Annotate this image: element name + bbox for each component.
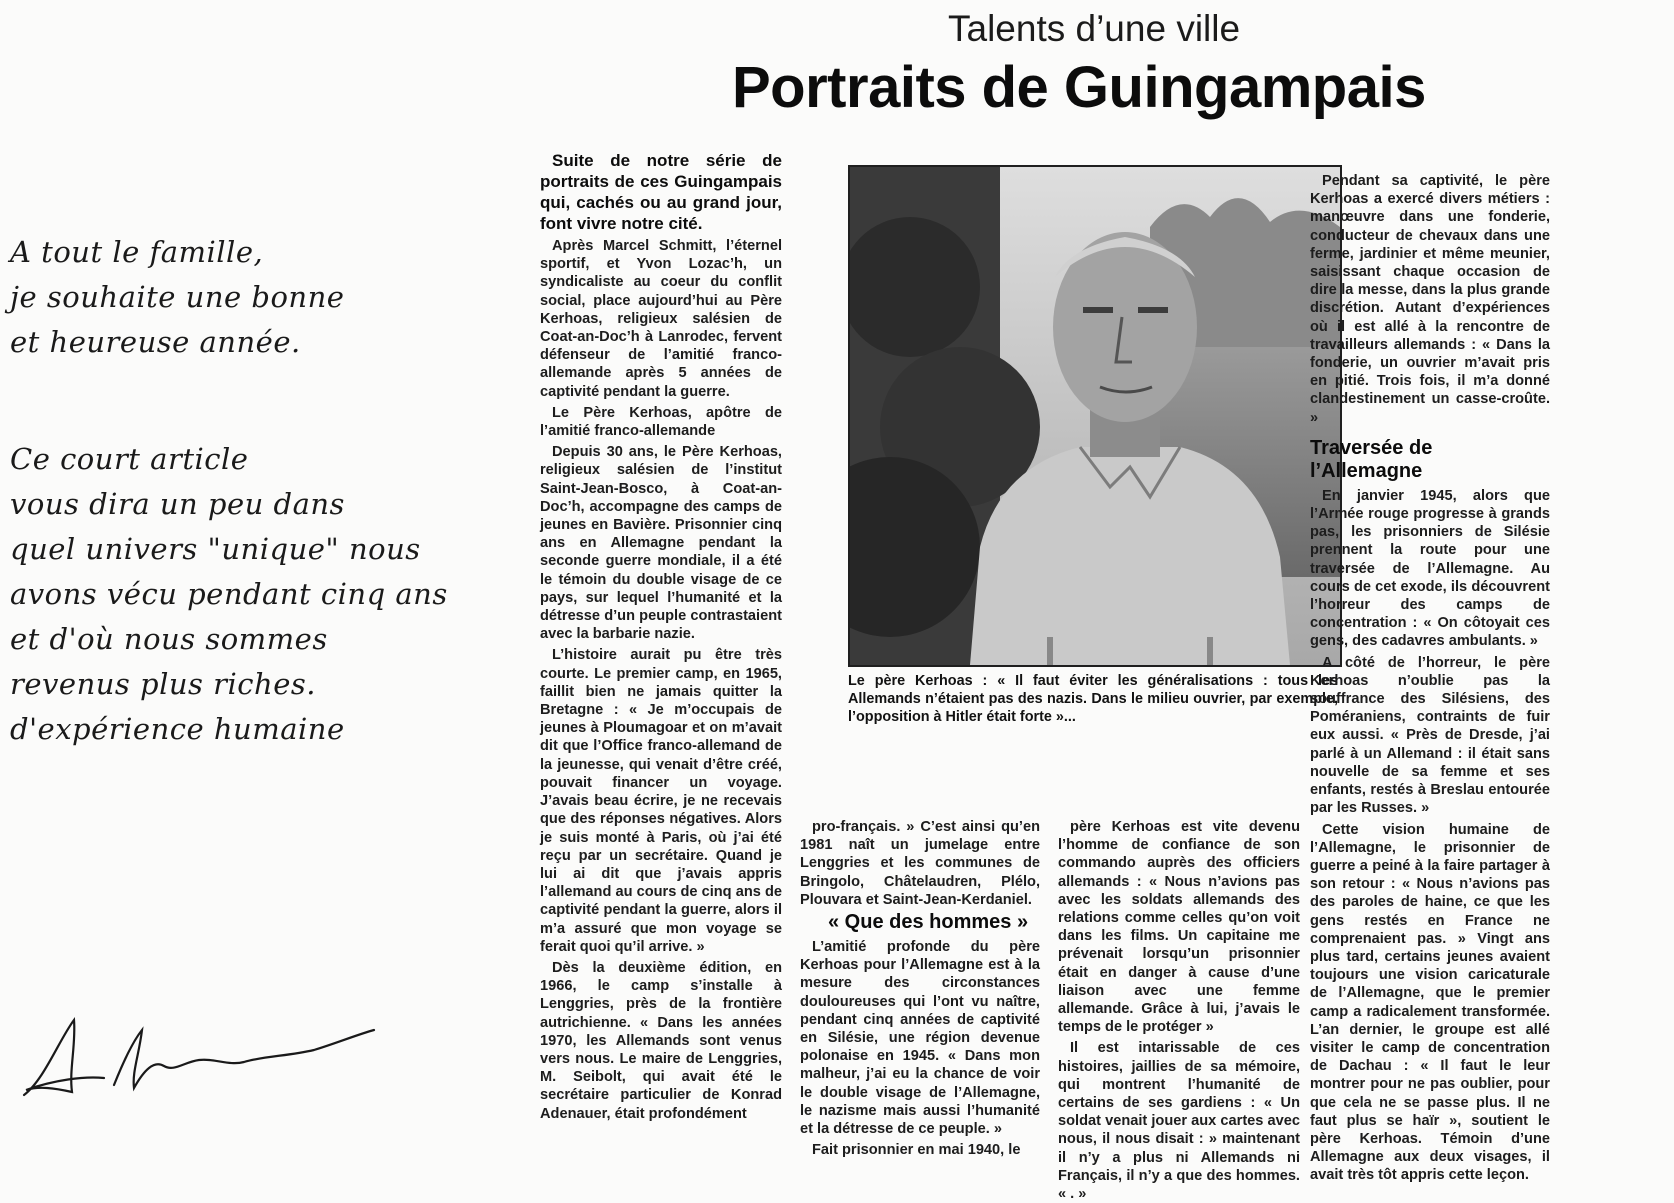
photo-caption-text: Le père Kerhoas : « Il faut éviter les généralisations : tous les Allemands n’étaient pas des nazis. Dans le milieu ouvrier, par exemple, l’opposition à Hitler était forte »... — [848, 673, 1338, 725]
article-headline: Portraits de Guingampais — [732, 55, 1426, 120]
handwritten-note — [10, 230, 530, 752]
paragraph: A côté de l’horreur, le père Kerhoas n’oublie pas la souffrance des Silésiens, des Poméraniens, contraints de fuir eux aussi. « Près de Dresde, j’ai parlé à un Allemand : il était sans nouvelle de sa femme et ses enfants, restés à Breslau entourée par les Russes. » — [1310, 654, 1550, 817]
paragraph: Fait prisonnier en mai 1940, le — [812, 1142, 1021, 1159]
paragraph: père Kerhoas est vite devenu l’homme de confiance de son commando auprès des officiers allemands : « Nous n’avions pas avec les soldats allemands des relations comme celles qu’on voit dans les films. Un capitaine me prévenait lorsqu’un prisonnier était en danger à cause d’une liaison avec une femme allemande. Grâce à lui, j’avais le temps de le protéger » — [1058, 819, 1300, 1036]
note-line: et d'où nous sommes — [10, 622, 328, 656]
note-line: et heureuse année. — [10, 325, 301, 359]
note-line: je souhaite une bonne — [10, 280, 345, 314]
article-kicker: Talents d’une ville — [948, 8, 1241, 49]
paragraph: Depuis 30 ans, le Père Kerhoas, religieux salésien de l’institut Saint-Jean-Bosco, à Coat-an-Doc’h, accompagne des camps de jeunes en Bavière. Prisonnier cinq ans en Allemagne pendant la seconde guerre mondiale, il a été le témoin du double visage de ce pays, sur lequel l’humanité et la détresse d’un peuple contrastaient avec la barbarie nazie. — [540, 444, 782, 643]
paragraph: Dès la deuxième édition, en 1966, le camp s’installe à Lenggries, près de la frontière autrichienne. « Dans les années 1970, les Allemands sont venus vers nous. Le maire de Lenggries, M. Seibolt, qui avait été le secrétaire particulier de Konrad Adenauer, était profondément — [540, 959, 782, 1122]
portrait-photo-image — [850, 167, 1340, 665]
paragraph: Le Père Kerhoas, apôtre de l’amitié franco-allemande — [540, 404, 782, 440]
paragraph: Cette vision humaine de l’Allemagne, le prisonnier de guerre a peiné à la faire partager à son retour : « Nous n’avions pas des paroles de haine, ce que les gens restés en France ne comprenaient pas. » Vingt ans plus tard, certains jeunes avaient toujours une vision caricaturale de l’Allemagne, que le premier camp a radicalement transformée. L’an dernier, le groupe est allé visiter le camp de concentration de Dachau : « Il faut le leur montrer pour ne pas oublier, pour que cela ne se passe plus. Il ne faut plus se haïr », soutient le père Kerhoas. Témoin d’une Allemagne aux deux visages, il avait très tôt appris cette leçon. — [1310, 821, 1550, 1184]
paragraph: Pendant sa captivité, le père Kerhoas a exercé divers métiers : manœuvre dans une fonderie, conducteur de chevaux dans une ferme, jardinier et même meunier, saisissant chaque occasion de dire la messe, dans la plus grande discrétion. Autant d’expériences où il est allé à la rencontre de travailleurs allemands : « Dans la fonderie, un ouvrier m’avait pris en pitié. Trois fois, il m’a donné clandestinement un casse-croûte. » — [1310, 173, 1550, 426]
column-2 — [800, 818, 1040, 1159]
article-lead: Suite de notre série de portraits de ces Guingampais qui, cachés ou au grand jour, font vivre notre cité. — [540, 151, 782, 233]
paragraph: L’amitié profonde du père Kerhoas pour l’Allemagne est à la mesure des circonstances douloureuses qui l’ont vu naître, pendant cinq années de captivité en Silésie, une région devenue polonaise en 1945. « Dans mon malheur, j’ai eu la chance de voir le double visage de l’Allemagne, le nazisme mais aussi l’humanité et la détresse de ce peuple. » — [800, 939, 1040, 1138]
column-3 — [1058, 818, 1300, 1203]
note-line: quel univers "unique" nous — [10, 532, 421, 566]
handwritten-signature — [14, 1000, 394, 1110]
photo-caption — [848, 672, 1338, 726]
signature-scribble — [14, 1000, 394, 1110]
note-line: A tout le famille, — [10, 235, 264, 269]
paragraph: L’histoire aurait pu être très courte. Le premier camp, en 1965, faillit bien ne jamais quitter la Bretagne : « Je m’occupais de jeunes à Ploumagoar et on m’avait dit que l’Office franco-allemand de la jeunesse, qui venait d’être créé, pouvait financer un voyage. J’avais beau écrire, je ne recevais que des réponses négatives. Alors je suis monté à Paris, où j’ai été reçu par un secrétaire. Quand je lui ai dit que j’avais appris l’allemand au cours de cinq ans de captivité pendant la guerre, alors il m’a assuré que mon voyage se ferait quoi qu’il arrive. » — [540, 647, 782, 955]
newspaper-clipping — [540, 0, 1674, 1203]
paragraph: pro-français. » C’est ainsi qu’en 1981 naît un jumelage entre Lenggries et les communes de Bringolo, Châtelaudren, Plélo, Plouvara et Saint-Jean-Kerdaniel. — [800, 819, 1040, 908]
note-line: revenus plus riches. — [10, 667, 316, 701]
paragraph: En janvier 1945, alors que l’Armée rouge progresse à grands pas, les prisonniers de Silésie prennent la route pour une traversée de l’Allemagne. Au cours de cet exode, ils découvrent l’horreur des camps de concentration : « On côtoyait ces gens, des cadavres ambulants. » — [1310, 487, 1550, 650]
note-line: d'expérience humaine — [10, 712, 345, 746]
note-line: vous dira un peu dans — [10, 487, 345, 521]
note-line: Ce court article — [10, 442, 249, 476]
column-1 — [540, 150, 782, 1123]
column-4 — [1310, 172, 1550, 1185]
subheading-traversee: Traversée de l’Allemagne — [1310, 436, 1433, 482]
paragraph: Après Marcel Schmitt, l’éternel sportif, et Yvon Lozac’h, un syndicaliste au coeur du conflit social, place aujourd’hui au Père Kerhoas, religieux salésien de Coat-an-Doc’h à Lanrodec, fervent défenseur de l’amitié franco-allemande après 5 années de captivité pendant la guerre. — [540, 238, 782, 400]
portrait-photo — [848, 165, 1342, 667]
paragraph: Il est intarissable de ces histoires, jaillies de sa mémoire, qui montrent l’humanité de certains de ses gardiens : « Un soldat venait jouer aux cartes avec nous, il nous disait : » maintenant il n’y a plus ni Allemands ni Français, il n’y a que des hommes. « . » — [1058, 1040, 1300, 1203]
subheading-que-des-hommes: « Que des hommes » — [828, 911, 1029, 934]
note-line: avons vécu pendant cinq ans — [10, 577, 448, 611]
